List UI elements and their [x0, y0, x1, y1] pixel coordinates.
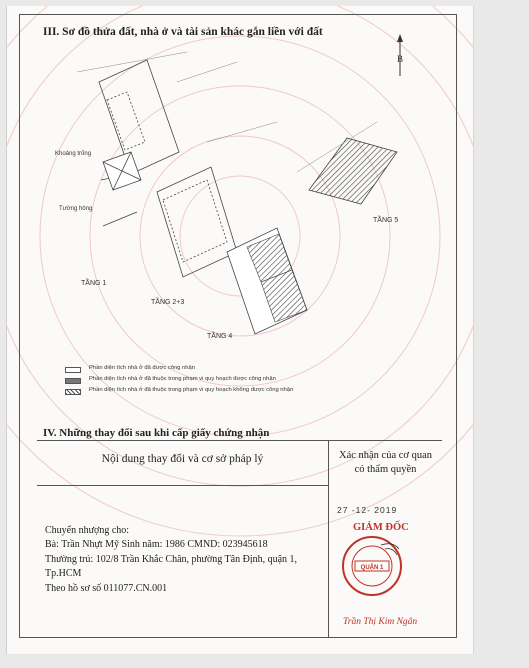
confirmation-header-line1: Xác nhận của cơ quan: [338, 450, 432, 461]
confirmation-date: 27 -12- 2019: [337, 505, 398, 515]
transfer-heading: Chuyển nhượng cho:: [45, 525, 130, 536]
legend-text: Phần diện tích nhà ở đã thuộc trong phạm vi quy hoạch được công nhận: [89, 376, 276, 382]
certificate-page: [6, 6, 474, 654]
confirmation-header-line2: có thẩm quyền: [354, 464, 417, 475]
floor-plan-sketch: [47, 42, 437, 352]
legend-swatch-outline: [65, 367, 81, 373]
floor-4-plan: [227, 228, 307, 334]
section-4-title: IV. Những thay đổi sau khi cấp giấy chứng nhận: [43, 427, 270, 439]
floor-5-plan: [309, 138, 397, 204]
legend-swatch-hatch: [65, 389, 81, 395]
changes-table: [37, 440, 442, 637]
director-title: GIÁM ĐỐC: [353, 522, 409, 533]
official-seal: [341, 535, 403, 597]
floor-1-plan: [99, 60, 179, 226]
note-khoang-trong: Khoảng trống: [55, 151, 92, 157]
column-header-confirmation: [329, 449, 442, 477]
file-reference: Theo hồ sơ số 011077.CN.001: [45, 583, 168, 594]
floor-2-3-label: TẦNG 2+3: [151, 299, 185, 306]
floor-2-3-plan: [157, 167, 237, 277]
seal-district: QUẬN 1: [360, 565, 384, 571]
section-3-title: III. Sơ đồ thửa đất, nhà ở và tài sản khác gắn liền với đất: [43, 26, 323, 38]
legend-swatch-solid: [65, 378, 81, 384]
address-line-1: Thường trú: 102/8 Trần Khắc Chân, phường Tân Định, quận 1,: [45, 554, 298, 565]
floor-1-label: TẦNG 1: [81, 280, 107, 287]
column-header-content: Nội dung thay đổi và cơ sở pháp lý: [101, 453, 264, 465]
north-label: B: [396, 54, 404, 64]
legend-text: Phần diện tích nhà ở đã thuộc trong phạm vi quy hoạch không được công nhận: [89, 387, 294, 393]
signer-name: Trần Thị Kim Ngân: [343, 617, 418, 627]
floor-5-label: TẦNG 5: [373, 217, 399, 224]
floor-4-label: TẦNG 4: [207, 333, 233, 340]
legend-text: Phần diện tích nhà ở đã được công nhận: [89, 365, 195, 371]
buyer-line: Bà: Trần Nhựt Mỹ Sinh năm: 1986 CMND: 023945618: [45, 539, 268, 550]
address-line-2: Tp.HCM: [45, 568, 82, 579]
note-tuong-hong: Tường hông: [59, 206, 93, 212]
table-header-rule: [37, 485, 328, 486]
